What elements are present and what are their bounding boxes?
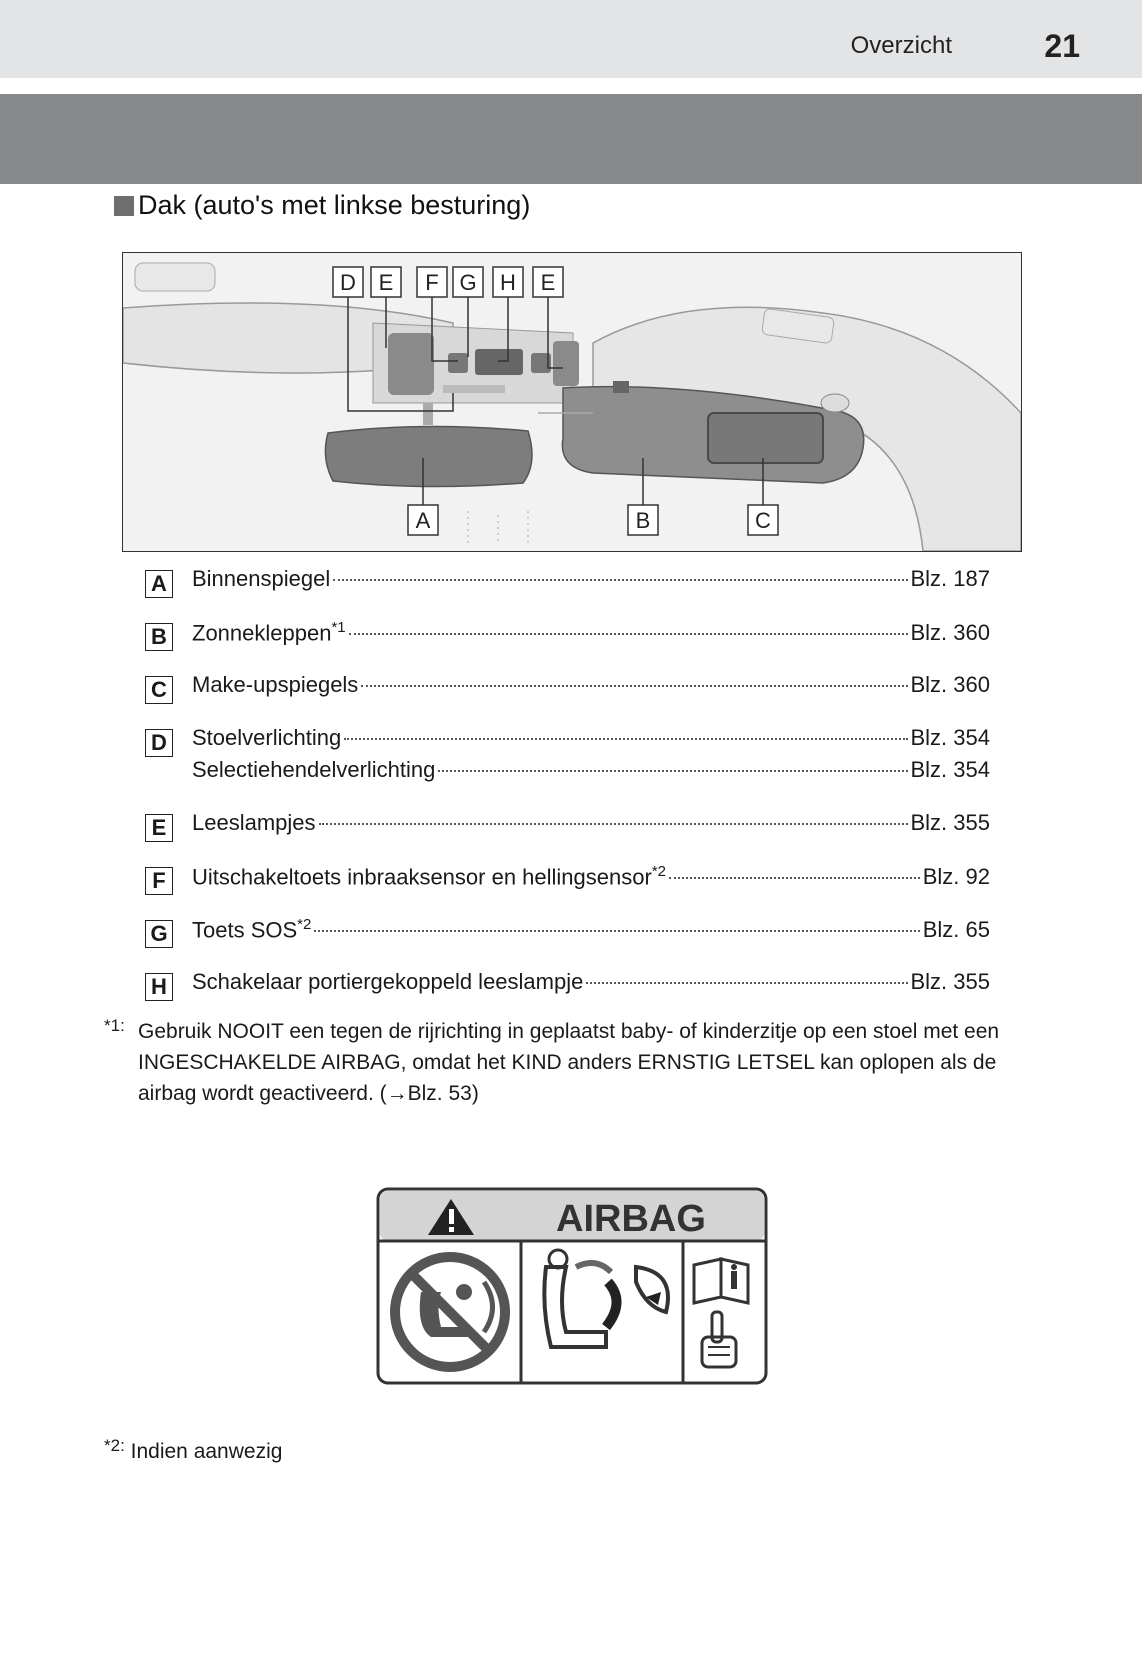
list-item bbox=[145, 863, 990, 916]
list-item bbox=[145, 725, 990, 810]
no-rear-facing-seat-icon bbox=[395, 1257, 505, 1367]
leader-dots bbox=[349, 633, 908, 635]
list-entry bbox=[192, 672, 990, 704]
page-number: 21 bbox=[1044, 28, 1080, 64]
leader-dots bbox=[438, 770, 907, 772]
page-reference: Blz. 354 bbox=[910, 757, 990, 782]
list-item bbox=[145, 810, 990, 863]
list-item bbox=[145, 969, 990, 1022]
leader-dots bbox=[669, 877, 920, 879]
entry-name: Make-upspiegels bbox=[192, 672, 359, 697]
leader-dots bbox=[314, 930, 919, 932]
page-reference: Blz. 187 bbox=[910, 566, 990, 591]
section-title-text: Dak (auto's met linkse besturing) bbox=[138, 190, 531, 220]
callout-C bbox=[748, 505, 778, 535]
page-reference: Blz. 354 bbox=[910, 725, 990, 750]
leader-dots bbox=[319, 823, 908, 825]
item-letter-badge: H bbox=[145, 973, 173, 1001]
entry-name: Toets SOS$^{*2}$ bbox=[192, 916, 312, 943]
entry-name: Uitschakeltoets inbraaksensor en hellingsensor$^{*2}$ bbox=[192, 863, 666, 890]
footnote-1 bbox=[104, 1016, 1024, 1109]
header-section-title: Overzicht bbox=[850, 32, 952, 59]
footnote-2-mark: *2: bbox=[104, 1436, 125, 1455]
entry-name: Stoelverlichting bbox=[192, 725, 342, 750]
entry-name: Leeslampjes bbox=[192, 810, 316, 835]
airbag-label-graphic bbox=[376, 1187, 768, 1385]
entry-name: Selectiehendelverlichting bbox=[192, 757, 436, 782]
footnote-mark: *2 bbox=[297, 916, 312, 933]
footnote-1-text: Gebruik NOOIT een tegen de rijrichting in geplaatst baby- of kinderzitje op een stoel met een INGESCHAKELDE AIRBAG, omdat het KIND anders ERNSTIG LETSEL kan oplopen als de airbag wordt geactiveerd. (→Blz. 53) bbox=[138, 1020, 1000, 1105]
page-reference: Blz. 355 bbox=[910, 969, 990, 994]
entry-name: Schakelaar portiergekoppeld leeslampje bbox=[192, 969, 584, 994]
svg-text:G: G bbox=[459, 270, 477, 295]
svg-text:B: B bbox=[635, 508, 651, 533]
leader-dots bbox=[344, 738, 907, 740]
page-header bbox=[0, 0, 1142, 78]
page-reference: Blz. 355 bbox=[910, 810, 990, 835]
list-entry bbox=[192, 757, 990, 789]
list-entry bbox=[192, 619, 990, 651]
item-letter-badge: E bbox=[145, 814, 173, 842]
svg-text:H: H bbox=[500, 270, 516, 295]
leader-dots bbox=[333, 579, 907, 581]
callout-E-left bbox=[371, 267, 401, 297]
list-entry bbox=[192, 725, 990, 757]
roof-illustration bbox=[122, 252, 1022, 552]
callout-B bbox=[628, 505, 658, 535]
footnote-mark: *2 bbox=[651, 863, 666, 880]
list-item bbox=[145, 916, 990, 969]
item-letter-badge: D bbox=[145, 729, 173, 757]
callout-F bbox=[417, 267, 447, 297]
footnote-2-text: Indien aanwezig bbox=[130, 1440, 283, 1463]
airbag-label-title: AIRBAG bbox=[556, 1198, 706, 1240]
list-item bbox=[145, 619, 990, 672]
page-reference: Blz. 92 bbox=[922, 864, 990, 890]
leader-dots bbox=[586, 982, 907, 984]
list-entry bbox=[192, 566, 990, 598]
section-square-icon bbox=[114, 196, 134, 216]
callout-D bbox=[333, 267, 363, 297]
callout-H bbox=[493, 267, 523, 297]
svg-text:F: F bbox=[425, 270, 439, 295]
footnote-2 bbox=[104, 1436, 283, 1464]
component-list bbox=[145, 566, 990, 1022]
callout-E-right bbox=[533, 267, 563, 297]
list-entry bbox=[192, 969, 990, 1001]
item-letter-badge: B bbox=[145, 623, 173, 651]
list-entry bbox=[192, 863, 990, 895]
list-item bbox=[145, 672, 990, 725]
page-reference: Blz. 65 bbox=[922, 917, 990, 943]
list-entry bbox=[192, 916, 990, 948]
section-title bbox=[114, 190, 530, 221]
footnote-mark: *1 bbox=[331, 619, 346, 636]
page-reference: Blz. 360 bbox=[910, 620, 990, 646]
svg-text:E: E bbox=[540, 270, 556, 295]
svg-text:E: E bbox=[378, 270, 394, 295]
callout-A bbox=[408, 505, 438, 535]
roof-drawing bbox=[123, 253, 1021, 551]
item-letter-badge: F bbox=[145, 867, 173, 895]
leader-dots bbox=[361, 685, 907, 687]
chapter-band bbox=[0, 94, 1142, 184]
page-reference: Blz. 360 bbox=[910, 672, 990, 697]
list-item bbox=[145, 566, 990, 619]
footnote-1-mark: *1: bbox=[104, 1016, 125, 1035]
callout-G bbox=[453, 267, 483, 297]
airbag-warning-label bbox=[376, 1187, 768, 1385]
item-letter-badge: G bbox=[145, 920, 173, 948]
entry-name: Binnenspiegel bbox=[192, 566, 331, 591]
svg-text:C: C bbox=[755, 508, 771, 533]
svg-text:D: D bbox=[340, 270, 356, 295]
entry-name: Zonnekleppen$^{*1}$ bbox=[192, 619, 346, 646]
item-letter-badge: A bbox=[145, 570, 173, 598]
item-letter-badge: C bbox=[145, 676, 173, 704]
svg-text:A: A bbox=[415, 508, 431, 533]
list-entry bbox=[192, 810, 990, 842]
